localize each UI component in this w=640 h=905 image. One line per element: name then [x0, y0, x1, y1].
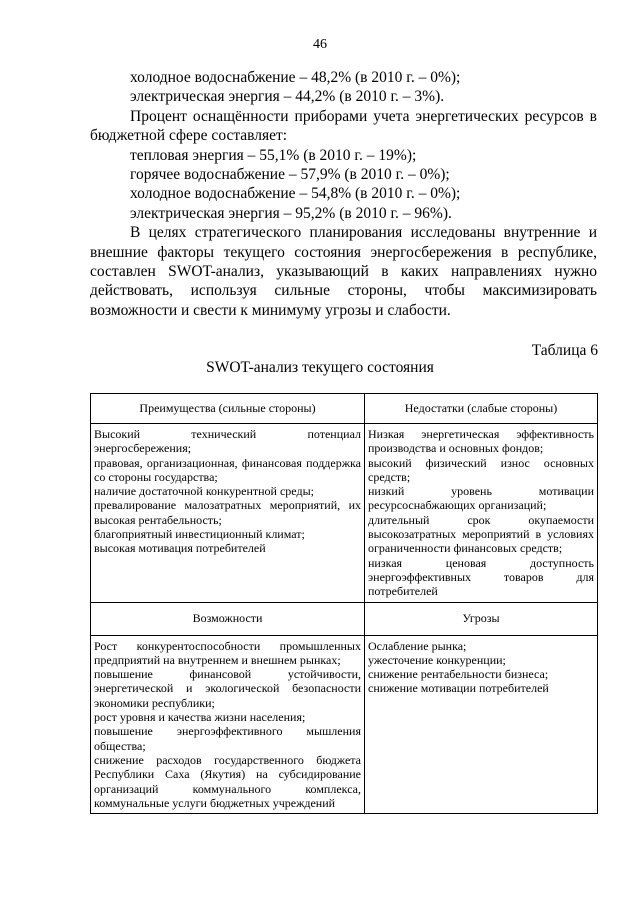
list-item: правовая, организационная, финансовая поддержка со стороны государства;: [94, 455, 361, 484]
text-line: электрическая энергия – 95,2% (в 2010 г. – 96%).: [130, 204, 452, 222]
strengths-list: [94, 427, 361, 556]
list-item: Ослабление рынка;: [368, 638, 467, 653]
list-item: Рост конкурентоспособности промышленных предприятий на внутреннем и внешнем рынках;: [94, 638, 361, 667]
text-line: тепловая энергия – 55,1% (в 2010 г. – 19%);: [130, 146, 417, 164]
body-text: [90, 68, 597, 320]
list-item: длительный срок окупаемости высокозатратных мероприятий в условиях ограниченности финансовых средств;: [368, 512, 594, 556]
text-line: электрическая энергия – 44,2% (в 2010 г. – 3%).: [130, 88, 445, 106]
table-row: [91, 635, 598, 814]
threats-cell: [365, 635, 598, 814]
strengths-cell: [91, 424, 365, 603]
table-title: SWOT-анализ текущего состояния: [206, 359, 434, 376]
weaknesses-list: [368, 427, 594, 599]
table-number: Таблица 6: [531, 342, 598, 359]
weaknesses-cell: [365, 424, 598, 603]
text-line: холодное водоснабжение – 48,2% (в 2010 г. – 0%);: [130, 69, 461, 86]
list-item: Высокий технический потенциал энергосбережения;: [94, 427, 361, 456]
paragraph-equipment: Процент оснащённости приборами учета энергетических ресурсов в бюджетной сфере составляет:: [90, 107, 597, 145]
list-item: превалирование малозатратных мероприятий, их высокая рентабельность;: [94, 498, 361, 527]
list-item: Низкая энергетическая эффективность производства и основных фондов;: [368, 427, 594, 456]
table-row: [91, 424, 598, 603]
list-item: низкий уровень мотивации ресурсоснабжающих организаций;: [368, 484, 594, 513]
swot-table: [90, 393, 598, 814]
list-item: рост уровня и качества жизни населения;: [94, 710, 306, 725]
page-number: 46: [313, 37, 327, 52]
text-line: горячее водоснабжение – 57,9% (в 2010 г. – 0%);: [130, 166, 450, 184]
list-item: низкая ценовая доступность энергоэффективных товаров для потребителей: [368, 555, 594, 599]
list-item: повышение энергоэффективного мышления общества;: [94, 724, 361, 753]
opportunities-list: [94, 639, 361, 811]
strengths-header: Преимущества (сильные стороны): [91, 394, 365, 424]
list-item: снижение расходов государственного бюджета Республики Саха (Якутия) на субсидирование организаций коммунального комплекса, коммунальные услуги бюджетных учреждений: [94, 752, 361, 810]
list-item: ужесточение конкуренции;: [368, 652, 506, 667]
table-row: [91, 394, 598, 424]
text-line: холодное водоснабжение – 54,8% (в 2010 г. – 0%);: [130, 185, 461, 203]
list-item: снижение мотивации потребителей: [368, 681, 549, 696]
threats-header: Угрозы: [365, 602, 598, 635]
list-item: повышение финансовой устойчивости, энергетической и экологической безопасности экономики республики;: [94, 667, 361, 710]
threats-list: [368, 639, 594, 696]
paragraph-swot: В целях стратегического планирования исследованы внутренние и внешние факторы текущего состояния энергосбережения в республике, составлен SWOT-анализ, указывающий в каких направлениях нужно действовать, используя сильные стороны, чтобы максимизировать возможности и свести к минимуму угрозы и слабости.: [90, 224, 597, 319]
list-item: благоприятный инвестиционный климат;: [94, 527, 305, 542]
opportunities-header: Возможности: [91, 602, 365, 635]
table-row: [91, 602, 598, 635]
list-item: высокий физический износ основных средств;: [368, 455, 594, 484]
weaknesses-header: Недостатки (слабые стороны): [365, 394, 598, 424]
opportunities-cell: [91, 635, 365, 814]
list-item: высокая мотивация потребителей: [94, 541, 266, 556]
list-item: наличие достаточной конкурентной среды;: [94, 484, 314, 499]
list-item: снижение рентабельности бизнеса;: [368, 667, 549, 682]
